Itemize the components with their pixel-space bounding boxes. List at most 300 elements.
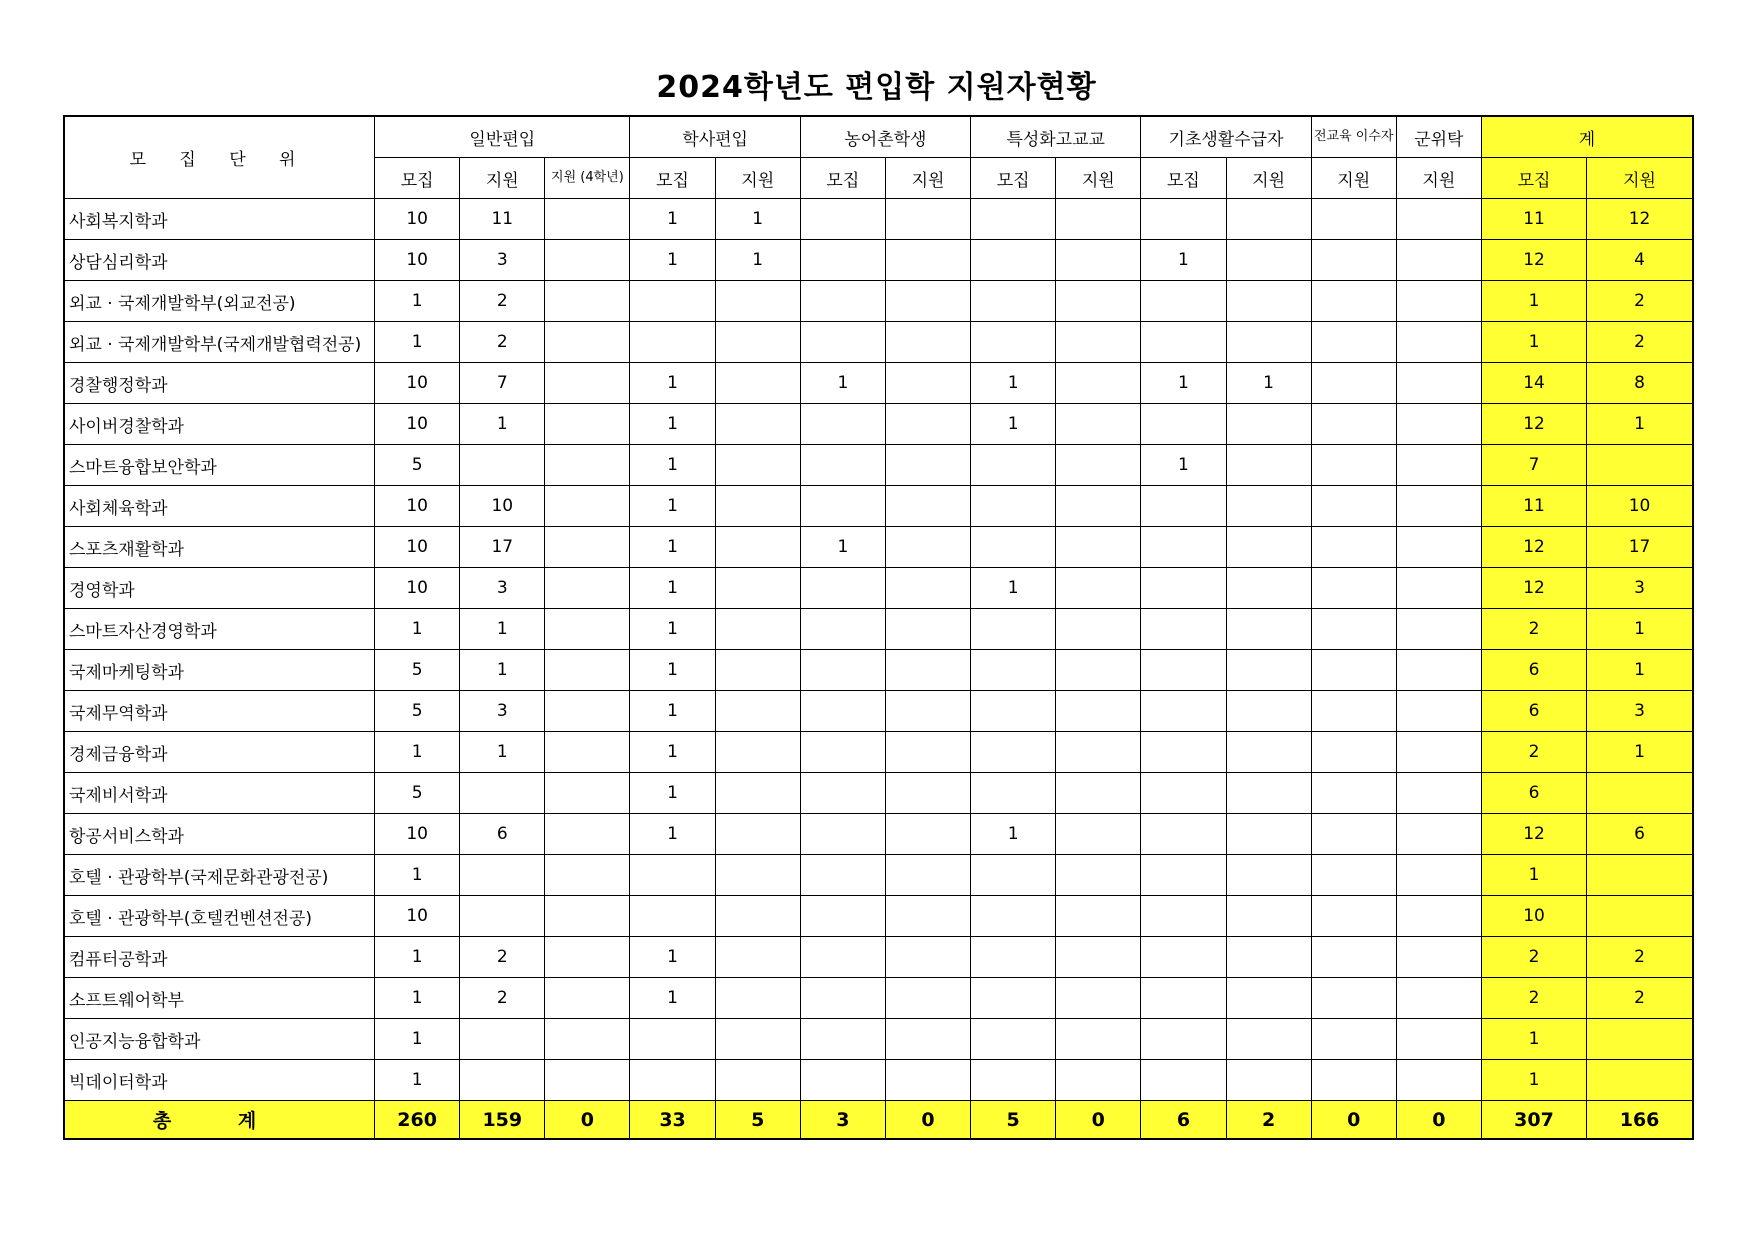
cell-ga: 11 [460, 199, 545, 240]
cell-ta [1311, 322, 1396, 363]
cell-g4 [545, 773, 630, 814]
header-total: 계 [1481, 116, 1693, 158]
cell-ba [715, 445, 800, 486]
header-bachelor-apply: 지원 [715, 158, 800, 199]
table-row [64, 814, 1693, 855]
cell-rr [800, 281, 885, 322]
cell-tr: 12 [1481, 814, 1586, 855]
cell-ga [460, 1019, 545, 1060]
cell-gr: 10 [375, 527, 460, 568]
cell-sr: 1 [971, 568, 1056, 609]
cell-sr [971, 322, 1056, 363]
cell-sa [1056, 978, 1141, 1019]
cell-tt [1587, 1019, 1693, 1060]
unit-cell: 국제무역학과 [64, 691, 375, 732]
cell-rr [800, 1060, 885, 1101]
table-row [64, 773, 1693, 814]
unit-cell: 경영학과 [64, 568, 375, 609]
cell-sa: 0 [1056, 1101, 1141, 1140]
cell-tr: 1 [1481, 855, 1586, 896]
cell-sr: 1 [971, 363, 1056, 404]
cell-ta [1311, 527, 1396, 568]
cell-sr: 5 [971, 1101, 1056, 1140]
cell-br [630, 1060, 715, 1101]
cell-ta [1311, 896, 1396, 937]
header-teacher-apply: 지원 [1311, 158, 1396, 199]
cell-sr [971, 281, 1056, 322]
cell-ma [1396, 404, 1481, 445]
cell-sa [1056, 609, 1141, 650]
cell-sa [1056, 1060, 1141, 1101]
cell-tt: 166 [1587, 1101, 1693, 1140]
cell-tt [1587, 773, 1693, 814]
cell-rr [800, 445, 885, 486]
cell-ga: 17 [460, 527, 545, 568]
cell-sr [971, 1019, 1056, 1060]
cell-br: 1 [630, 240, 715, 281]
applicant-table [63, 115, 1694, 1140]
cell-g4 [545, 1060, 630, 1101]
cell-g4 [545, 445, 630, 486]
table-row [64, 527, 1693, 568]
cell-sr [971, 527, 1056, 568]
cell-tr: 10 [1481, 896, 1586, 937]
unit-cell: 사회복지학과 [64, 199, 375, 240]
cell-sr [971, 486, 1056, 527]
cell-rr [800, 691, 885, 732]
table-row [64, 609, 1693, 650]
cell-sr [971, 855, 1056, 896]
cell-ta [1311, 1060, 1396, 1101]
header-general-recruit: 모집 [375, 158, 460, 199]
cell-gr: 1 [375, 855, 460, 896]
header-rural: 농어촌학생 [800, 116, 970, 158]
cell-rr [800, 814, 885, 855]
cell-sa [1056, 445, 1141, 486]
cell-sr: 1 [971, 814, 1056, 855]
table-row [64, 691, 1693, 732]
cell-ra [885, 404, 970, 445]
cell-ta [1311, 650, 1396, 691]
cell-sa [1056, 773, 1141, 814]
cell-br: 1 [630, 363, 715, 404]
cell-ga [460, 445, 545, 486]
cell-g4 [545, 404, 630, 445]
header-row-groups [64, 116, 1693, 158]
cell-ga [460, 855, 545, 896]
cell-ma [1396, 568, 1481, 609]
cell-tt: 1 [1587, 609, 1693, 650]
cell-ra [885, 1060, 970, 1101]
cell-ma [1396, 281, 1481, 322]
cell-kr [1141, 609, 1226, 650]
cell-tt: 6 [1587, 814, 1693, 855]
cell-ga: 3 [460, 691, 545, 732]
cell-kr: 6 [1141, 1101, 1226, 1140]
cell-ba [715, 568, 800, 609]
cell-ka [1226, 1019, 1311, 1060]
cell-ba [715, 814, 800, 855]
page-title: 2024학년도 편입학 지원자현황 [656, 70, 1097, 105]
cell-ba [715, 486, 800, 527]
cell-gr: 10 [375, 486, 460, 527]
cell-ba [715, 773, 800, 814]
cell-kr [1141, 773, 1226, 814]
cell-ga: 1 [460, 650, 545, 691]
cell-kr: 1 [1141, 363, 1226, 404]
unit-cell: 인공지능융합학과 [64, 1019, 375, 1060]
cell-kr [1141, 199, 1226, 240]
cell-kr [1141, 527, 1226, 568]
cell-tr: 14 [1481, 363, 1586, 404]
cell-ga: 10 [460, 486, 545, 527]
table-row [64, 650, 1693, 691]
cell-tr: 6 [1481, 773, 1586, 814]
header-total-apply: 지원 [1587, 158, 1693, 199]
cell-ka: 2 [1226, 1101, 1311, 1140]
cell-ba [715, 978, 800, 1019]
cell-gr: 1 [375, 937, 460, 978]
cell-sr [971, 1060, 1056, 1101]
cell-tt: 12 [1587, 199, 1693, 240]
cell-g4 [545, 199, 630, 240]
cell-ga: 3 [460, 240, 545, 281]
cell-tt: 2 [1587, 281, 1693, 322]
cell-sa [1056, 281, 1141, 322]
cell-ra [885, 568, 970, 609]
cell-sr [971, 896, 1056, 937]
cell-sa [1056, 322, 1141, 363]
cell-tt: 10 [1587, 486, 1693, 527]
cell-ka [1226, 732, 1311, 773]
cell-tt: 2 [1587, 978, 1693, 1019]
cell-tr: 2 [1481, 937, 1586, 978]
cell-br: 1 [630, 650, 715, 691]
cell-ma: 0 [1396, 1101, 1481, 1140]
cell-g4: 0 [545, 1101, 630, 1140]
cell-rr [800, 609, 885, 650]
cell-ta [1311, 363, 1396, 404]
cell-ka [1226, 568, 1311, 609]
cell-rr [800, 937, 885, 978]
cell-gr: 10 [375, 240, 460, 281]
header-bachelor-recruit: 모집 [630, 158, 715, 199]
unit-cell: 총 계 [64, 1101, 375, 1140]
cell-ka: 1 [1226, 363, 1311, 404]
cell-ga: 7 [460, 363, 545, 404]
cell-br: 1 [630, 199, 715, 240]
cell-ra [885, 773, 970, 814]
cell-sa [1056, 486, 1141, 527]
cell-kr [1141, 937, 1226, 978]
header-basic-apply: 지원 [1226, 158, 1311, 199]
table-row [64, 240, 1693, 281]
cell-gr: 10 [375, 199, 460, 240]
cell-sr [971, 978, 1056, 1019]
cell-ta [1311, 281, 1396, 322]
cell-kr [1141, 486, 1226, 527]
table-row [64, 896, 1693, 937]
cell-ka [1226, 527, 1311, 568]
cell-br: 1 [630, 445, 715, 486]
header-teacher: 전교육 이수자 [1311, 116, 1396, 158]
cell-ga: 2 [460, 937, 545, 978]
cell-tr: 1 [1481, 1060, 1586, 1101]
cell-rr [800, 199, 885, 240]
cell-tr: 11 [1481, 199, 1586, 240]
cell-tr: 307 [1481, 1101, 1586, 1140]
cell-g4 [545, 978, 630, 1019]
table-row [64, 568, 1693, 609]
cell-ra [885, 814, 970, 855]
cell-g4 [545, 896, 630, 937]
cell-gr: 5 [375, 773, 460, 814]
cell-br [630, 1019, 715, 1060]
unit-cell: 항공서비스학과 [64, 814, 375, 855]
cell-ra [885, 445, 970, 486]
cell-sa [1056, 937, 1141, 978]
cell-ga [460, 1060, 545, 1101]
cell-ba [715, 896, 800, 937]
cell-br: 1 [630, 937, 715, 978]
cell-gr: 5 [375, 691, 460, 732]
cell-ba [715, 363, 800, 404]
cell-ka [1226, 404, 1311, 445]
cell-g4 [545, 527, 630, 568]
cell-tt [1587, 896, 1693, 937]
cell-ra [885, 281, 970, 322]
cell-ta [1311, 732, 1396, 773]
cell-ba [715, 691, 800, 732]
cell-kr [1141, 404, 1226, 445]
cell-ma [1396, 691, 1481, 732]
cell-ma [1396, 1019, 1481, 1060]
cell-ma [1396, 445, 1481, 486]
unit-cell: 경찰행정학과 [64, 363, 375, 404]
cell-ta [1311, 814, 1396, 855]
cell-br: 1 [630, 773, 715, 814]
cell-ra [885, 978, 970, 1019]
cell-gr: 5 [375, 650, 460, 691]
cell-sa [1056, 691, 1141, 732]
cell-ma [1396, 814, 1481, 855]
cell-br: 1 [630, 568, 715, 609]
cell-g4 [545, 937, 630, 978]
cell-ma [1396, 240, 1481, 281]
cell-g4 [545, 281, 630, 322]
cell-ma [1396, 363, 1481, 404]
cell-rr [800, 568, 885, 609]
cell-sa [1056, 814, 1141, 855]
unit-cell: 경제금융학과 [64, 732, 375, 773]
cell-tr: 6 [1481, 650, 1586, 691]
cell-ta [1311, 691, 1396, 732]
table-row [64, 732, 1693, 773]
table-row [64, 978, 1693, 1019]
cell-ra: 0 [885, 1101, 970, 1140]
cell-ma [1396, 609, 1481, 650]
cell-g4 [545, 240, 630, 281]
unit-cell: 소프트웨어학부 [64, 978, 375, 1019]
cell-tt [1587, 1060, 1693, 1101]
cell-ka [1226, 199, 1311, 240]
cell-ra [885, 527, 970, 568]
cell-ka [1226, 978, 1311, 1019]
cell-g4 [545, 568, 630, 609]
cell-ta: 0 [1311, 1101, 1396, 1140]
cell-sa [1056, 527, 1141, 568]
cell-tt: 3 [1587, 691, 1693, 732]
header-general-apply4: 지원 (4학년) [545, 158, 630, 199]
cell-ra [885, 240, 970, 281]
cell-sa [1056, 199, 1141, 240]
cell-tr: 1 [1481, 1019, 1586, 1060]
cell-sa [1056, 896, 1141, 937]
cell-tt: 3 [1587, 568, 1693, 609]
cell-tr: 2 [1481, 732, 1586, 773]
table-row [64, 486, 1693, 527]
header-general-apply: 지원 [460, 158, 545, 199]
cell-ta [1311, 445, 1396, 486]
cell-g4 [545, 1019, 630, 1060]
cell-ra [885, 199, 970, 240]
cell-tt: 2 [1587, 322, 1693, 363]
cell-tt: 1 [1587, 732, 1693, 773]
cell-rr: 3 [800, 1101, 885, 1140]
cell-sa [1056, 404, 1141, 445]
cell-tr: 6 [1481, 691, 1586, 732]
cell-tt: 1 [1587, 650, 1693, 691]
cell-ba [715, 650, 800, 691]
cell-sa [1056, 855, 1141, 896]
cell-gr: 10 [375, 896, 460, 937]
header-unit: 모 집 단 위 [64, 116, 375, 199]
cell-sr [971, 650, 1056, 691]
cell-br: 1 [630, 814, 715, 855]
cell-ka [1226, 240, 1311, 281]
cell-g4 [545, 322, 630, 363]
table-row [64, 855, 1693, 896]
cell-tr: 2 [1481, 609, 1586, 650]
cell-ma [1396, 978, 1481, 1019]
cell-rr [800, 1019, 885, 1060]
unit-cell: 스마트융합보안학과 [64, 445, 375, 486]
cell-rr [800, 486, 885, 527]
unit-cell: 스포츠재활학과 [64, 527, 375, 568]
cell-tt: 17 [1587, 527, 1693, 568]
total-row [64, 1101, 1693, 1140]
cell-kr [1141, 896, 1226, 937]
cell-rr [800, 732, 885, 773]
cell-rr [800, 650, 885, 691]
cell-br: 1 [630, 486, 715, 527]
cell-ta [1311, 568, 1396, 609]
cell-tr: 2 [1481, 978, 1586, 1019]
cell-ba [715, 937, 800, 978]
cell-kr [1141, 281, 1226, 322]
cell-sr [971, 445, 1056, 486]
cell-sa [1056, 732, 1141, 773]
cell-tt: 4 [1587, 240, 1693, 281]
cell-rr [800, 240, 885, 281]
cell-br: 1 [630, 609, 715, 650]
cell-rr [800, 404, 885, 445]
cell-g4 [545, 486, 630, 527]
cell-kr [1141, 322, 1226, 363]
cell-gr: 1 [375, 609, 460, 650]
cell-ta [1311, 937, 1396, 978]
unit-cell: 컴퓨터공학과 [64, 937, 375, 978]
cell-ra [885, 322, 970, 363]
cell-ba [715, 281, 800, 322]
cell-ra [885, 691, 970, 732]
cell-ga: 1 [460, 732, 545, 773]
table-row [64, 937, 1693, 978]
table-row [64, 199, 1693, 240]
unit-cell: 사이버경찰학과 [64, 404, 375, 445]
cell-gr: 1 [375, 322, 460, 363]
cell-br: 1 [630, 691, 715, 732]
cell-ra [885, 1019, 970, 1060]
cell-gr: 10 [375, 568, 460, 609]
cell-rr [800, 978, 885, 1019]
cell-kr: 1 [1141, 445, 1226, 486]
cell-tt: 2 [1587, 937, 1693, 978]
unit-cell: 국제비서학과 [64, 773, 375, 814]
cell-ka [1226, 691, 1311, 732]
cell-gr: 10 [375, 814, 460, 855]
cell-sr [971, 240, 1056, 281]
cell-rr [800, 855, 885, 896]
cell-ta [1311, 486, 1396, 527]
cell-sr: 1 [971, 404, 1056, 445]
cell-ba [715, 1060, 800, 1101]
table-row [64, 1019, 1693, 1060]
header-military: 군위탁 [1396, 116, 1481, 158]
cell-tr: 7 [1481, 445, 1586, 486]
cell-ma [1396, 855, 1481, 896]
cell-ta [1311, 199, 1396, 240]
unit-cell: 사회체육학과 [64, 486, 375, 527]
cell-ma [1396, 896, 1481, 937]
cell-ba [715, 1019, 800, 1060]
cell-rr [800, 773, 885, 814]
cell-ka [1226, 814, 1311, 855]
cell-ma [1396, 199, 1481, 240]
cell-ka [1226, 445, 1311, 486]
cell-gr: 10 [375, 363, 460, 404]
cell-ma [1396, 1060, 1481, 1101]
cell-kr [1141, 1060, 1226, 1101]
cell-ga: 2 [460, 281, 545, 322]
cell-br [630, 896, 715, 937]
cell-ka [1226, 855, 1311, 896]
cell-sr [971, 691, 1056, 732]
cell-g4 [545, 650, 630, 691]
cell-tr: 12 [1481, 568, 1586, 609]
cell-ba [715, 527, 800, 568]
cell-ka [1226, 937, 1311, 978]
cell-tt: 8 [1587, 363, 1693, 404]
cell-tt: 1 [1587, 404, 1693, 445]
header-special-recruit: 모집 [971, 158, 1056, 199]
cell-ma [1396, 322, 1481, 363]
cell-tr: 12 [1481, 240, 1586, 281]
unit-cell: 외교 · 국제개발학부(국제개발협력전공) [64, 322, 375, 363]
cell-ga: 2 [460, 978, 545, 1019]
table-row [64, 445, 1693, 486]
cell-sr [971, 199, 1056, 240]
